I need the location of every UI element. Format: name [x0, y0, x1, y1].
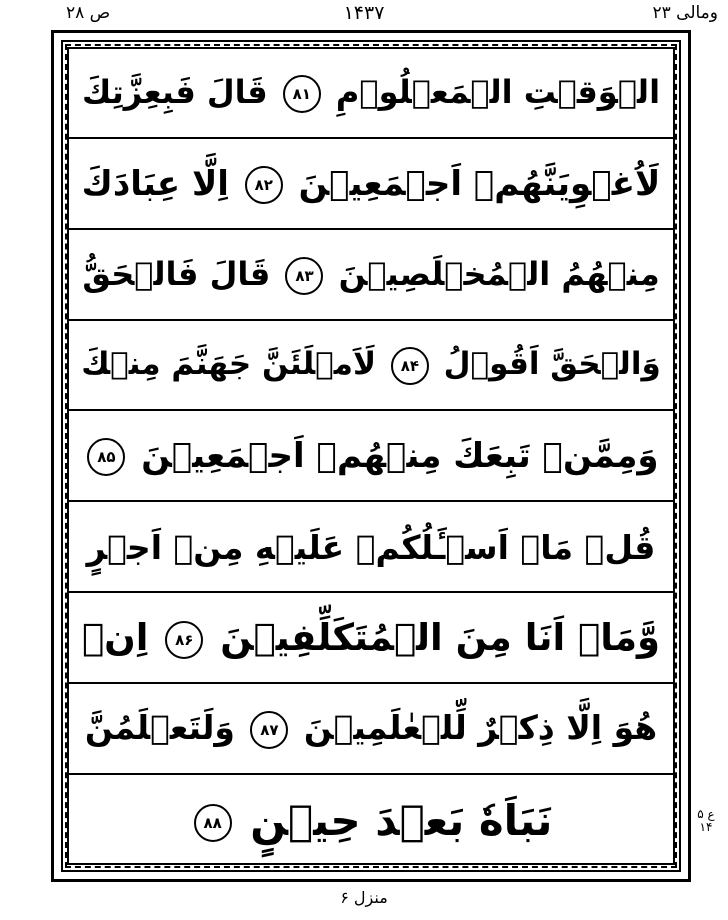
verse-segment: الۡوَقۡتِ الۡمَعۡلُوۡمِ [335, 73, 661, 111]
ayah-number-marker: ۸۱ [283, 75, 321, 113]
verse-text [83, 436, 658, 477]
verse-segment: هُوَ اِلَّا ذِكۡرٌ لِّلۡعٰلَمِيۡنَ [303, 708, 658, 748]
verse-segment: اِنۡ [81, 616, 149, 660]
verse-segment: لَاَمۡلَئَنَّ جَهَنَّمَ مِنۡكَ [81, 346, 377, 383]
verse-text [87, 528, 656, 567]
page-number-left: ص ۲۸ [66, 3, 111, 23]
verse-line [69, 140, 673, 230]
verse-text [82, 164, 661, 205]
verse-segment: نَبَاَهٗ بَعۡدَ حِيۡنٍ [250, 795, 553, 845]
verse-text [190, 796, 553, 845]
verse-text [81, 346, 660, 385]
verse-segment: اِلَّا عِبَادَكَ [81, 163, 229, 204]
ayah-number-marker: ۸۶ [165, 621, 203, 659]
verse-text [82, 73, 660, 113]
manzil-footer: منزل ۶ [340, 888, 388, 907]
ayah-number-marker: ۸۷ [250, 711, 288, 749]
verse-segment: وَّمَاۤ اَنَا مِنَ الۡمُتَكَلِّفِيۡنَ [220, 616, 661, 660]
verse-segment: قُلۡ مَاۤ اَسۡـَٔلُكُمۡ عَلَيۡهِ مِنۡ اَجۡرٍ [86, 527, 656, 567]
ayah-number-marker: ۸۲ [245, 166, 283, 204]
ayah-number-marker: ۸۴ [391, 347, 429, 385]
verse-text [82, 616, 660, 659]
verse-line [69, 594, 673, 684]
verse-lines [67, 47, 675, 865]
ayah-number-marker: ۸۸ [194, 804, 232, 842]
verse-text [82, 255, 659, 295]
verse-segment: مِنۡهُمُ الۡمُخۡلَصِيۡنَ [338, 254, 660, 293]
verse-segment: قَالَ فَالۡحَقُّ [82, 254, 271, 293]
ruku-marker: ع ۵ ۱۴ [697, 807, 715, 834]
ayah-number-marker: ۸۵ [87, 438, 125, 476]
page-number-center: ۱۴۳۷ [343, 2, 385, 24]
verse-segment: وَلَتَعۡلَمُنَّ [84, 708, 235, 748]
verse-line [69, 685, 673, 775]
verse-line [69, 775, 673, 865]
verse-line [69, 231, 673, 321]
verse-segment: لَاُغۡوِيَنَّهُمۡ اَجۡمَعِيۡنَ [298, 163, 661, 204]
verse-line [69, 503, 673, 593]
verse-segment: وَمِمَّنۡ تَبِعَكَ مِنۡهُمۡ اَجۡمَعِيۡنَ [141, 435, 659, 476]
verse-text [85, 708, 657, 749]
para-name: ومالی ۲۳ [652, 3, 718, 23]
verse-segment: وَالۡحَقَّ اَقُوۡلُ [443, 346, 661, 383]
ayah-number-marker: ۸۳ [285, 257, 323, 295]
verse-line [69, 321, 673, 411]
verse-segment: قَالَ فَبِعِزَّتِكَ [81, 73, 268, 111]
verse-line [69, 49, 673, 139]
verse-line [69, 412, 673, 502]
